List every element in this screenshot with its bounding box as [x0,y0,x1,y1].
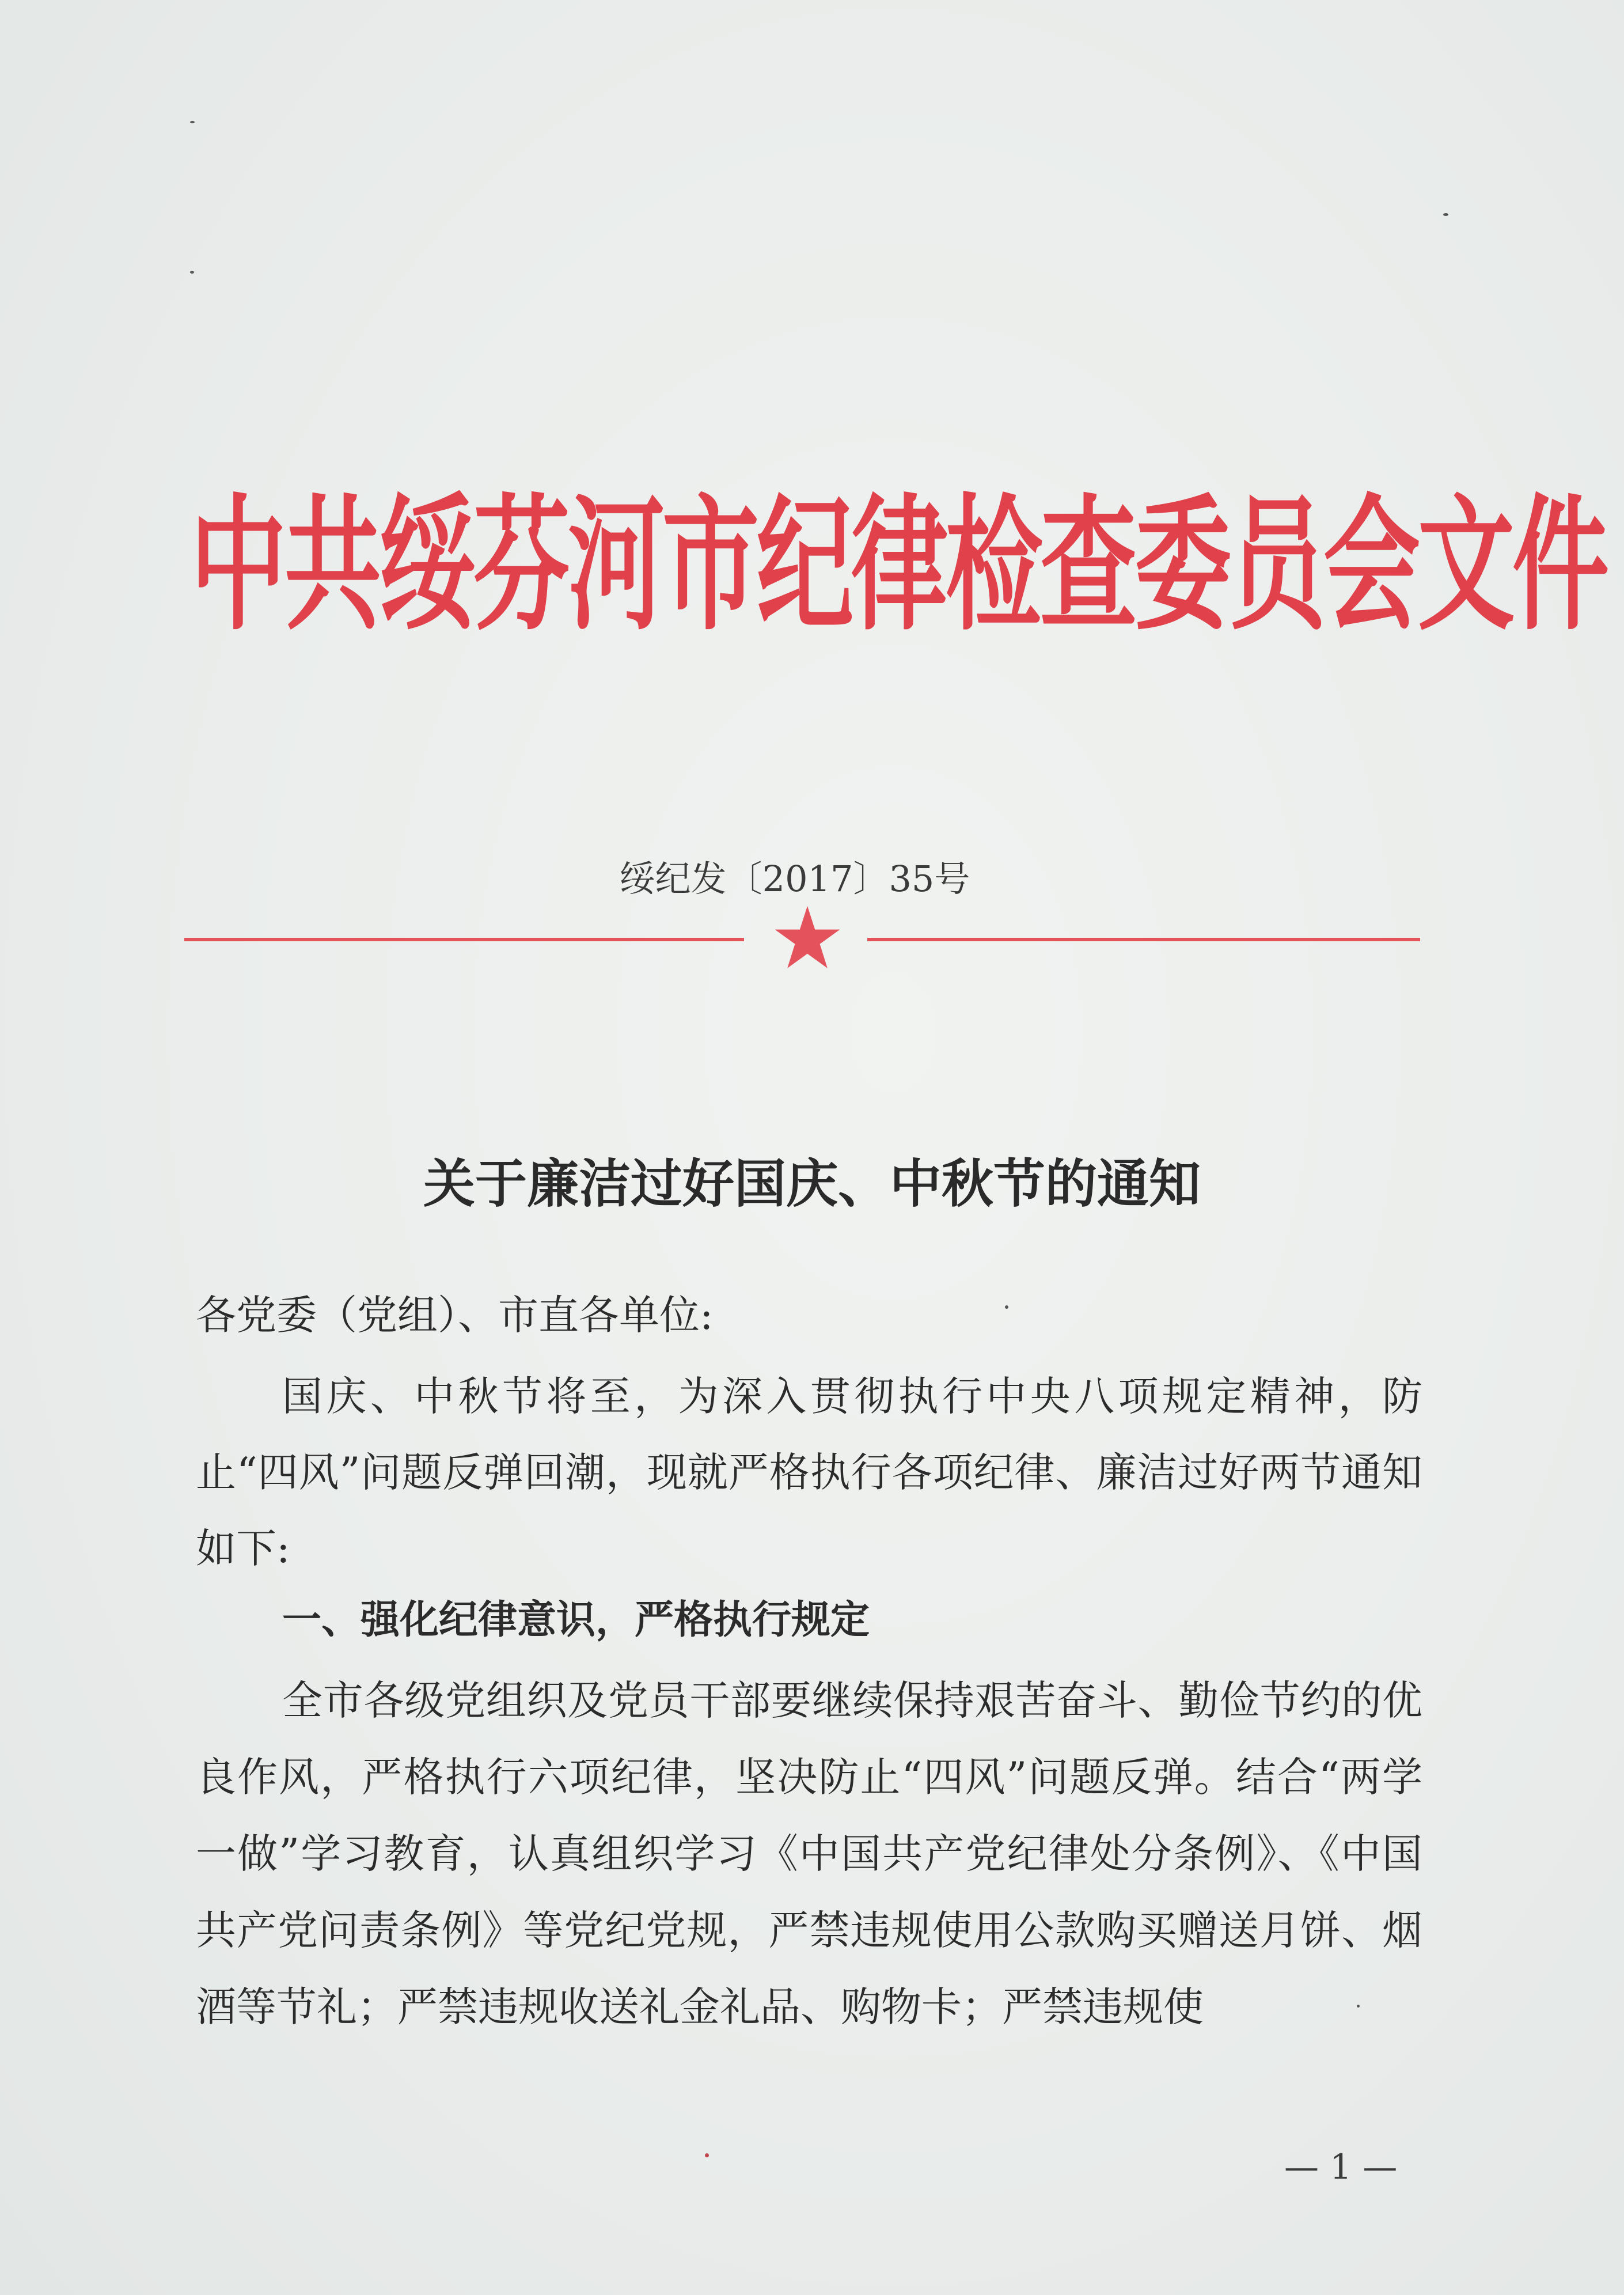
notice-title: 关于廉洁过好国庆、中秋节的通知 [423,1153,1201,1214]
paper-speck [190,271,194,274]
page-number: — 1 — [1284,2147,1398,2187]
paper-speck [1005,1305,1008,1309]
salutation: 各党委（党组）、市直各单位: [196,1292,714,1339]
separator-rule-right [867,938,1420,941]
document-number: 绥纪发〔2017〕35号 [619,858,970,900]
issuer-header: 中共绥芬河市纪律检查委员会文件 [190,479,1607,650]
intro-paragraph: 国庆、中秋节将至，为深入贯彻执行中央八项规定精神，防止“四风”问题反弹回潮，现就严格执行各项纪律、廉洁过好两节通知如下: [196,1373,1422,1572]
section-paragraph: 全市各级党组织及党员干部要继续保持艰苦奋斗、勤俭节约的优良作风，严格执行六项纪律，坚决防止“四风”问题反弹。结合“两学一做”学习教育，认真组织学习《中国共产党纪律处分条例》、《中国共产党问责条例》等党纪党规，严禁违规使用公款购买赠送月饼、烟酒等节礼；严禁违规收送礼金礼品、购物卡；严禁违规使 [196,1677,1422,2031]
paper-speck [190,121,195,123]
separator-rule-left [184,938,744,941]
paper-speck [705,2153,709,2157]
section-heading: 一、强化纪律意识，严格执行规定 [282,1597,870,1643]
red-star-icon [773,903,842,972]
paper-speck [1443,213,1448,216]
